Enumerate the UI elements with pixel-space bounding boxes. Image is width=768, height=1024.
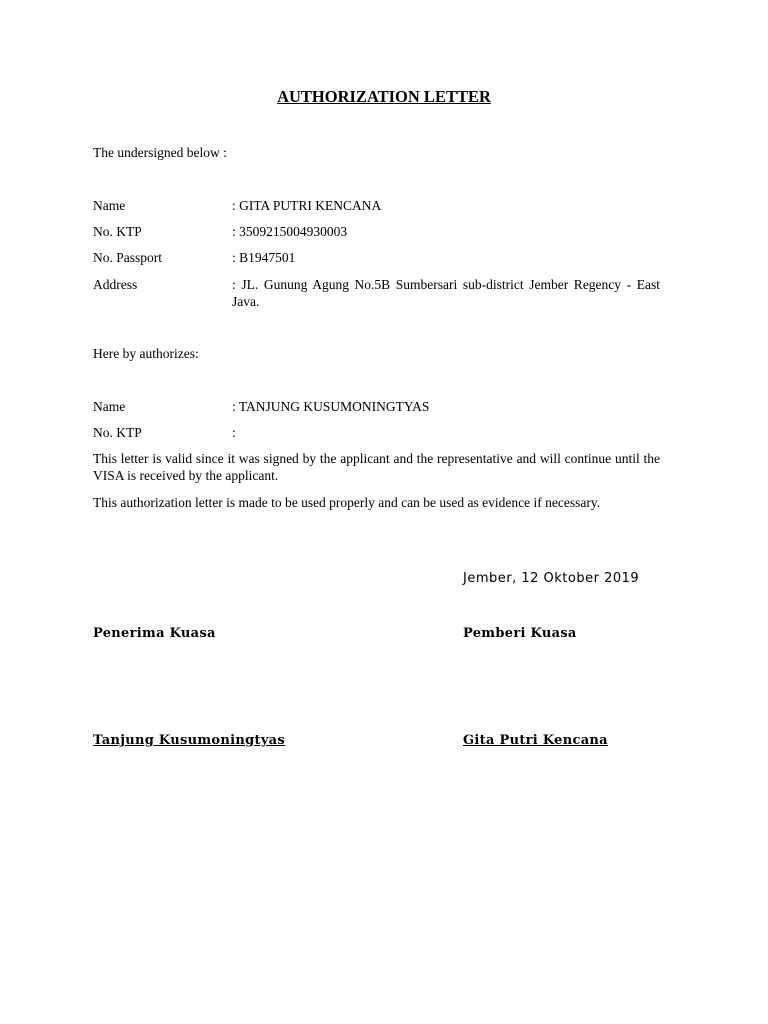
letter-date: Jember, 12 Oktober 2019 — [463, 571, 640, 586]
grantee-ktp-value: : — [232, 425, 236, 440]
left-role-label: Penerima Kuasa — [93, 626, 216, 641]
grantor-ktp-value: : 3509215004930003 — [232, 224, 348, 239]
validity-paragraph: This letter is valid since it was signed by the applicant and the representative and will continue until the VISA is received by the applicant. — [93, 451, 660, 483]
intro-text: The undersigned below : — [93, 145, 227, 160]
grantor-name-value: : GITA PUTRI KENCANA — [232, 198, 382, 213]
grantee-name-label: Name — [93, 399, 126, 414]
right-role-label: Pemberi Kuasa — [463, 626, 577, 641]
grantee-ktp-label: No. KTP — [93, 425, 142, 440]
grantor-address-value: : JL. Gunung Agung No.5B Sumbersari sub-district Jember Regency - East Java. — [232, 277, 660, 309]
grantor-ktp-label: No. KTP — [93, 224, 142, 239]
letter-title: AUTHORIZATION LETTER — [277, 87, 491, 106]
usage-paragraph: This authorization letter is made to be used properly and can be used as evidence if necessary. — [93, 495, 601, 510]
grantor-passport-value: : B1947501 — [232, 250, 296, 265]
right-signatory-name: Gita Putri Kencana — [463, 733, 608, 748]
grantor-address-label: Address — [93, 277, 138, 292]
left-signatory-name: Tanjung Kusumoningtyas — [93, 733, 286, 748]
grantee-name-value: : TANJUNG KUSUMONINGTYAS — [232, 399, 430, 414]
authorizes-text: Here by authorizes: — [93, 346, 199, 361]
grantor-name-label: Name — [93, 198, 126, 213]
grantor-passport-label: No. Passport — [93, 250, 163, 265]
